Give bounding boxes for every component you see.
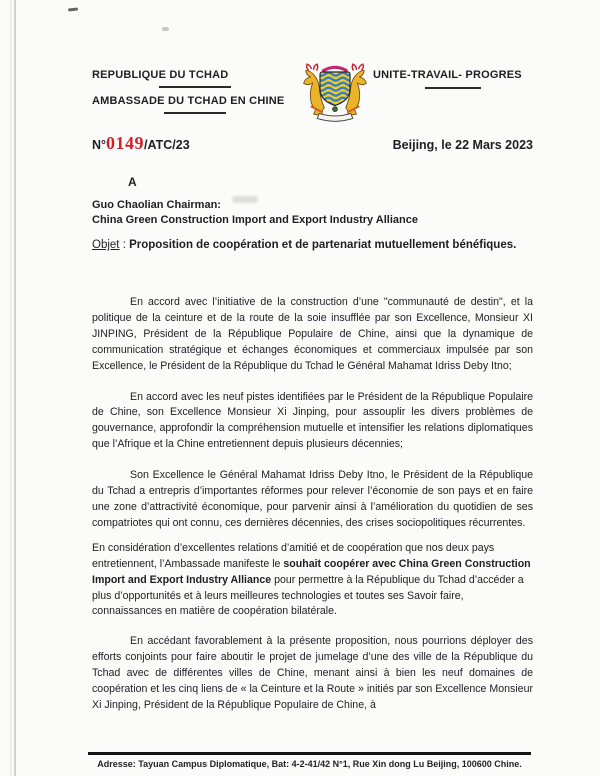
paragraph-4-text: pour permettre à la République du Tchad d’accéder a plus d’opportunités et à leurs meilleures technologies et toutes ses Savoir faire, connaissances en matière de coopération bilatérale.	[92, 573, 524, 618]
addressee-block	[92, 198, 533, 227]
country-title: REPUBLIQUE DU TCHAD	[92, 69, 229, 81]
scan-artifact	[162, 27, 169, 31]
divider	[425, 87, 481, 89]
scan-artifact	[10, 0, 12, 776]
reference-serial: 0149	[106, 133, 145, 153]
subject-line	[92, 238, 522, 253]
addressee-name: Guo Chaolian Chairman:	[92, 199, 221, 211]
footer-divider	[88, 752, 531, 755]
body-paragraph-2: En accord avec les neuf pistes identifiées par le Président de la République Populaire de Chine, son Excellence Monsieur Xi Jinping, pour assouplir les divers problèmes de gouvernance, approfondir la compréhension mutuelle et intensifier les relations diplomatiques que l’Afrique et la Chine entretiennent depuis plusieurs décennies;	[92, 390, 533, 451]
addressee-salutation: A	[128, 175, 137, 189]
subject-text: Proposition de coopération et de partenariat mutuellement bénéfiques.	[129, 239, 517, 251]
letterhead-left	[92, 64, 297, 114]
divider	[164, 112, 226, 114]
scan-artifact	[14, 0, 16, 776]
paragraph-4-bold-text: souhait coopérer avec China Green Construction Import and Export Industry Alliance	[92, 557, 531, 586]
divider	[159, 86, 231, 88]
reference-prefix: N°	[92, 138, 107, 152]
body-paragraph-4	[92, 541, 533, 621]
motto-text: UNITE-TRAVAIL- PROGRES	[373, 69, 522, 81]
letterhead-motto	[373, 64, 533, 89]
body-paragraph-5: En accédant favorablement à la présente proposition, nous pourrions déployer des efforts conjoints pour faire aboutir le projet de jumelage d’une des ville de la République du Tchad avec de différentes villes de Chine, menant ainsi à bien les neuf domaines de coopération et les cinq liens de « la Ceinture et la Route » initiés par son Excellence Monsieur Xi Jinping, Président de la République Populaire de Chine, à	[92, 635, 533, 711]
subject-separator: :	[119, 239, 130, 251]
embassy-title: AMBASSADE DU TCHAD EN CHINE	[92, 95, 285, 107]
scan-artifact	[68, 7, 78, 11]
date-line: Beijing, le 22 Mars 2023	[392, 138, 533, 152]
reference-number	[92, 133, 190, 154]
paragraph-4-text: En considération d’excellentes relations d’amitié et de coopération que nos deux pays entretiennent, l’Ambassade manifeste le	[92, 541, 495, 570]
letterhead	[92, 64, 533, 122]
reference-suffix: /ATC/23	[144, 138, 190, 152]
body-paragraph-3: Son Excellence le Général Mahamat Idriss Deby Itno, le Président de la République du Tchad a entrepris d’importantes réformes pour relever l’économie de son pays et en faire une zone d’attractivité économique, pour parvenir ainsi à l’amélioration du quotidien de ses compatriotes qui ont connu, ces dernières décennies, des crises sociopolitiques récurrentes.	[92, 469, 533, 529]
footer-address: Adresse: Tayuan Campus Diplomatique, Bat: 4-2-41/42 N°1, Rue Xin dong Lu Beijing, 100600 Chine.	[97, 759, 522, 769]
letter-footer	[88, 752, 531, 769]
letter-body	[92, 295, 533, 714]
addressee-organization: China Green Construction Import and Export Industry Alliance	[92, 213, 418, 226]
body-paragraph-1: En accord avec l’initiative de la construction d’une "communauté de destin", et la politique de la ceinture et de la route de la soie insufflée par son Excellence, Monsieur XI JINPING, Président de la République Populaire de Chine, ainsi que la dynamique de communication stratégique et échanges économiques et commerciaux impulsée par son Excellence, le Président de la République du Tchad le Général Mahamat Idriss Deby Itno;	[92, 296, 533, 372]
subject-label: Objet	[92, 239, 120, 251]
reference-row	[92, 133, 533, 154]
chad-coat-of-arms-icon	[299, 62, 371, 122]
